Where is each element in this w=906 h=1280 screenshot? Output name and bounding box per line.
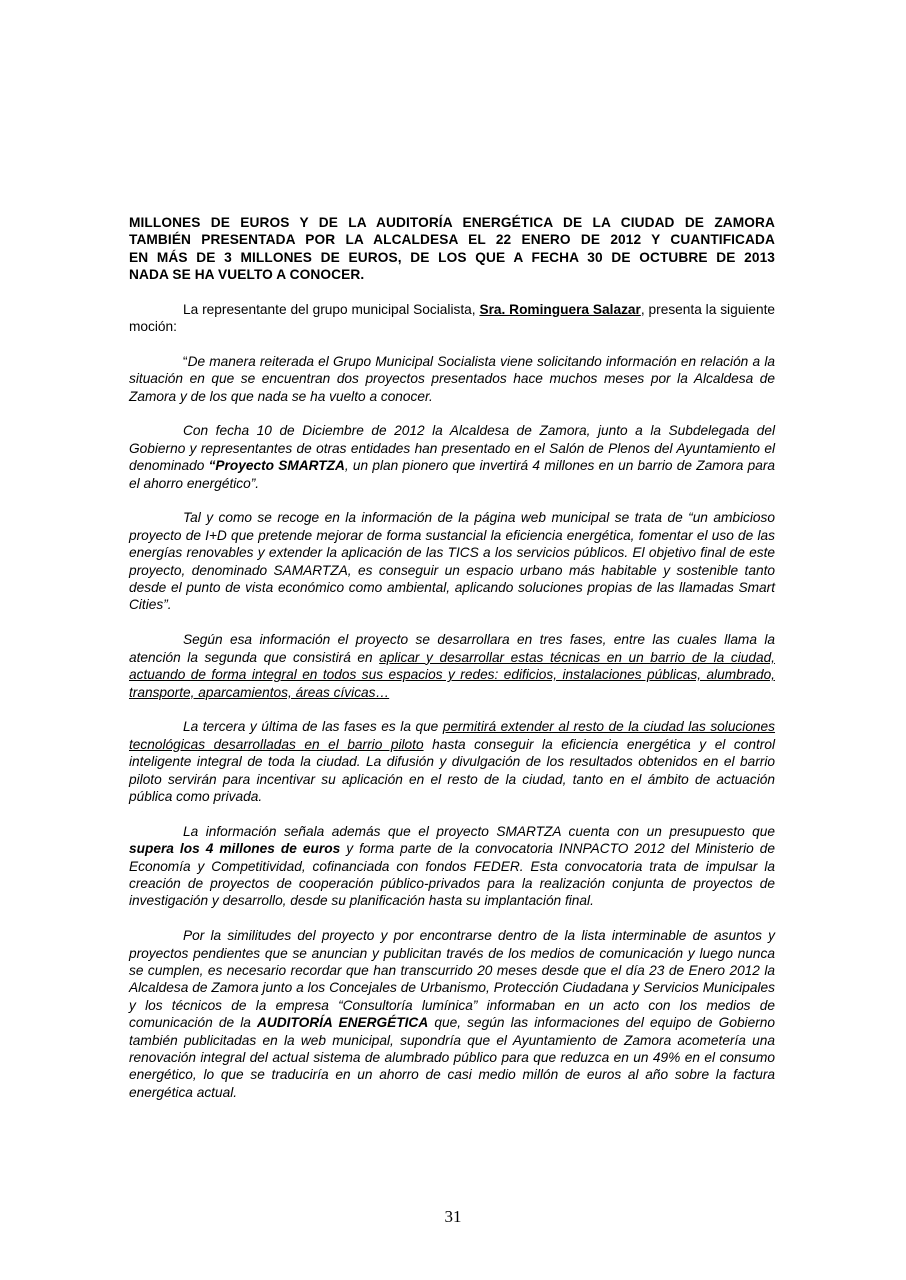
open-quote: “ xyxy=(183,353,188,369)
heading-line: NADA SE HA VUELTO A CONOCER. xyxy=(129,267,365,283)
intro-paragraph xyxy=(129,301,775,336)
intro-text: , presenta la siguiente moción: xyxy=(129,301,776,335)
paragraph-text: De manera reiterada el Grupo Municipal Socialista viene solicitando información en relación a la situación en que se encuentran dos proyectos presentados hace muchos meses por la Alcaldesa de Zamora y de los que nada se ha vuelto a conocer. xyxy=(129,353,775,404)
speaker-name: Sra. Rominguera Salazar xyxy=(479,301,641,317)
bold-text: AUDITORÍA ENERGÉTICA xyxy=(257,1015,429,1031)
heading-line: EN MÁS DE 3 MILLONES DE EUROS, DE LOS QUE A FECHA 30 DE OCTUBRE DE 2013 xyxy=(129,249,775,265)
paragraph-text: La información señala además que el proyecto SMARTZA cuenta con un presupuesto que xyxy=(183,823,775,839)
heading-line: MILLONES DE EUROS Y DE LA AUDITORÍA ENERGÉTICA DE LA CIUDAD DE ZAMORA xyxy=(129,215,775,230)
motion-paragraph xyxy=(129,422,775,492)
motion-paragraph xyxy=(129,718,775,805)
motion-paragraph xyxy=(129,927,775,1101)
paragraph-text: , un plan pionero que invertirá 4 millones en un barrio de Zamora para el ahorro energético”. xyxy=(129,458,775,491)
heading-line: TAMBIÉN PRESENTADA POR LA ALCALDESA EL 22 ENERO DE 2012 Y CUANTIFICADA xyxy=(129,232,775,248)
document-body xyxy=(129,214,775,1119)
section-heading xyxy=(129,214,775,284)
paragraph-text: hasta conseguir la eficiencia energética y el control inteligente integral de toda la ciudad. La difusión y divulgación de los resultados obtenidos en el barrio piloto servirán para incentivar su aplicación en el resto de la ciudad, tanto en el ámbito de actuación pública como privada. xyxy=(129,736,775,804)
underlined-text: permitirá extender al resto de la ciudad las soluciones tecnológicas desarrolladas en el barrio piloto xyxy=(129,719,776,752)
motion-paragraph xyxy=(129,509,775,613)
intro-text: La representante del grupo municipal Socialista, xyxy=(183,301,480,317)
paragraph-text: que, según las informaciones del equipo de Gobierno también publicitadas en la web municipal, supondría que el Ayuntamiento de Zamora acometería una renovación integral del actual sistema de alumbrado público para que reduzca en un 49% en el consumo energético, lo que se traduciría en un ahorro de casi medio millón de euros al año sobre la factura energética actual. xyxy=(129,1015,775,1100)
motion-paragraph xyxy=(129,823,775,910)
project-name: “Proyecto SMARTZA xyxy=(208,458,345,474)
page-number: 31 xyxy=(444,1207,462,1226)
paragraph-text: Por la similitudes del proyecto y por encontrarse dentro de la lista interminable de asuntos y proyectos pendientes que se anuncian y publicitan través de los medios de comunicación y luego nunca se cumplen, es necesario recordar que han transcurrido 20 meses desde que el día 23 de Enero 2012 la Alcaldesa de Zamora junto a los Concejales de Urbanismo, Protección Ciudadana y Servicios Municipales y los técnicos de la empresa “Consultoría lumínica” informaban en un acto con los medios de comunicación de la xyxy=(129,928,775,1031)
underlined-text: aplicar y desarrollar estas técnicas en un barrio de la ciudad, actuando de forma integral en todos sus espacios y redes: edificios, instalaciones públicas, alumbrado, transporte, aparcamientos, áreas cívicas… xyxy=(129,649,775,700)
motion-paragraph xyxy=(129,631,775,701)
paragraph-text: Con fecha 10 de Diciembre de 2012 la Alcaldesa de Zamora, junto a la Subdelegada del Gobierno y representantes de otras entidades han presentado en el Salón de Plenos del Ayuntamiento el denominado xyxy=(129,423,775,474)
paragraph-text: y forma parte de la convocatoria INNPACTO 2012 del Ministerio de Economía y Competitividad, cofinanciada con fondos FEDER. Esta convocatoria trata de impulsar la creación de proyectos de cooperación público-privados para la realización conjunta de proyectos de investigación y desarrollo, desde su planificación hasta su implantación final. xyxy=(129,841,776,909)
paragraph-text: La tercera y última de las fases es la que xyxy=(183,719,443,735)
motion-paragraph xyxy=(129,353,775,405)
paragraph-text: Según esa información el proyecto se desarrollara en tres fases, entre las cuales llama la atención la segunda que consistirá en xyxy=(129,632,775,665)
bold-text: supera los 4 millones de euros xyxy=(129,841,341,857)
paragraph-text: Tal y como se recoge en la información de la página web municipal se trata de “un ambicioso proyecto de I+D que pretende mejorar de forma sustancial la eficiencia energética, fomentar el uso de las energías renovables y extender la aplicación de las TICS a los servicios públicos. El objetivo final de este proyecto, denominado SAMARTZA, es conseguir un espacio urbano más habitable y sostenible tanto desde el punto de vista económico como ambiental, aplicando soluciones propias de las llamadas Smart Cities”. xyxy=(129,510,775,613)
